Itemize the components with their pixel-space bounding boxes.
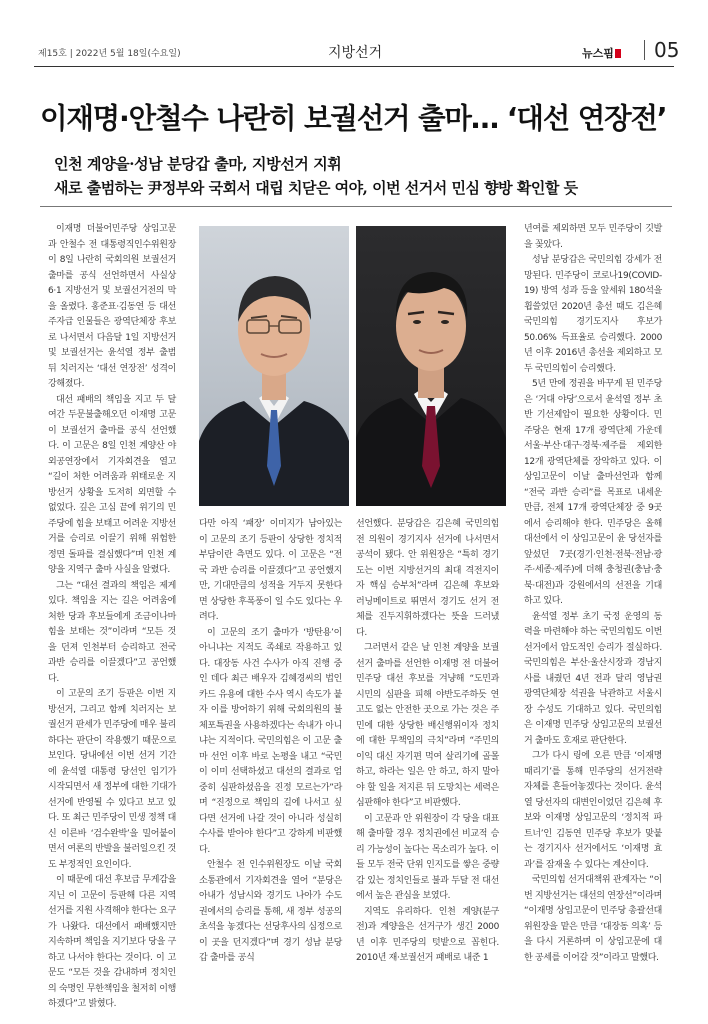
header-divider	[644, 40, 645, 60]
paragraph: 이 고문의 조기 출마가 ‘방탄용’이 아니냐는 지적도 족쇄로 작용하고 있다. 대장동 사건 수사가 아직 진행 중인 데다 최근 배우자 김혜경씨의 법인카드 유용에 대한 수사 역시 속도가 붙자 이를 방어하기 위해 국회의원의 불체포특권을 사용하겠다는 속내가 아니냐는 지적이다. 국민의힘은 이 고문 출마 선언 이후 바로 논평을 내고 “국민이 이미 선택하셨고 대선의 결과로 엄중히 심판하셨음을 진정 모르는가”라며 “진정으로 책임의 길에 나서고 싶다면 선거에 나갈 것이 아니라 성실히 수사를 받아야 한다”고 강하게 비판했다.	[199, 627, 342, 855]
paragraph: 이 고문의 조기 등판은 이번 지방선거, 그리고 함께 치러지는 보궐선거 판세가 민주당에 매우 불리하다는 판단이 작용했기 때문으로 보인다. 당내에선 이번 선거 기간에 윤석열 대통령 당선인 임기가 시작되면서 새 정부에 대한 기대가 선거에 반영될 수 있다고 보고 있다. 또 최근 민주당이 민생 정책 대신 이른바 ‘검수완박’을 밀어붙이면서 여론의 반발을 불러일으킨 것도 부정적인 요인이다.	[48, 689, 176, 870]
photo-lee-jae-myung	[199, 226, 349, 506]
paragraph: 지역도 유리하다. 인천 계양(분구 전)과 계양을은 선거구가 생긴 2000년 이후 민주당의 텃밭으로 꼽힌다. 2010년 재·보궐선거 패배로 내준 1	[356, 906, 499, 963]
paragraph: 이 때문에 대선 후보급 무게감을 지닌 이 고문이 등판해 다른 지역 선거를 지원 사격해야 한다는 요구가 나왔다. 대선에서 패배했지만 지속하며 책임을 지기보다 당을 구하고 나서야 한다는 것이다. 이 고문도 “모든 것을 감내하며 정치인의 숙명인 무한책임을 철저히 이행하겠다”고 밝혔다.	[48, 875, 176, 1009]
paragraph: 성남 분당갑은 국민의힘 강세가 전망된다. 민주당이 코로나19(COVID-19) 방역 성과 등을 앞세워 180석을 휩쓸었던 2020년 총선 때도 김은혜 국민의힘 경기도지사 후보가 50.06% 득표율로 승리했다. 2000년 이후 2016년 총선을 제외하고 모두 국민의힘이 승리했다.	[524, 255, 662, 374]
paragraph: 년여를 제외하면 모두 민주당이 깃발을 꽂았다.	[524, 224, 662, 250]
paragraph: 대선 패배의 책임을 지고 두 달여간 두문불출해오던 이재명 고문이 보궐선거 출마를 공식 선언했다. 이 고문은 8일 인천 계양산 야외공연장에서 기자회견을 열고 “길이 처한 어려움과 위태로운 지방선거 상황을 도저히 외면할 수 없었다. 깊은 고심 끝에 위기의 민주당에 힘을 보태고 어려운 지방선거를 승리로 이끌기 위해 위험한 정면 돌파를 결심했다”며 인천 계양을 지역구 출마 사실을 알렸다.	[48, 394, 176, 575]
brand-mark-icon	[615, 49, 621, 58]
brand-name: 뉴스핌	[582, 47, 614, 60]
paragraph: 이 고문과 안 위원장이 각 당을 대표해 출마할 경우 정치권에선 비교적 승리 가능성이 높다는 목소리가 높다. 이들 모두 전국 단위 인지도를 쌓은 중량감 있는 정치인들로 불과 두달 전 대선에서 높은 관심을 보였다.	[356, 813, 499, 901]
paragraph: 다만 아직 ‘패장’ 이미지가 남아있는 이 고문의 조기 등판이 상당한 정치적 부담이란 측면도 있다. 이 고문은 “전국 과반 승리를 이끌겠다”고 공언했지만, 기대만큼의 성적을 거두지 못한다면 상당한 후폭풍이 일 수도 있다는 우려다.	[199, 519, 342, 622]
header-rule	[34, 66, 674, 67]
article-column-4	[524, 222, 662, 1002]
section-title: 지방선거	[328, 45, 383, 61]
portrait-ahn-cheol-soo-image	[356, 226, 506, 506]
article-column-2	[199, 517, 342, 1002]
paragraph: 그러면서 같은 날 인천 계양을 보궐선거 출마를 선언한 이재명 전 더불어민주당 대선 후보를 겨냥해 “도민과 시민의 심판을 피해 야반도주하듯 연고도 없는 안전한 곳으로 가는 것은 주민에 대한 상당한 배신행위이자 정치에 대한 무책임의 극치”라며 “주민의 이익 대신 자기편 먹여 살리기에 골몰하고, 하라는 일은 안 하고, 하지 말아야 할 일을 저지른 뒤 도망치는 세력은 심판해야 한다”고 비판했다.	[356, 643, 499, 808]
paragraph: 그는 “대선 결과의 책임은 제게 있다. 책임을 지는 길은 어려움에 처한 당과 후보들에게 조금이나마 힘을 보태는 것”이라며 “모든 것을 던져 인천부터 승리하고 전국 과반 승리를 이끌겠다”고 공언했다.	[48, 580, 176, 684]
portrait-lee-jae-myung-image	[199, 226, 349, 506]
brand-logo	[582, 45, 621, 61]
paragraph: 그가 다시 링에 오른 만큼 ‘이재명 때리기’를 통해 민주당의 선거전략 자체를 흔들어놓겠다는 것이다. 윤석열 당선자의 대변인이었던 김은혜 후보와 이재명 상임고문의 ‘정치적 파트너’인 김동연 민주당 후보가 맞붙는 경기지사 선거에서도 ‘이재명 효과’를 잠재울 수 있다는 계산이다.	[524, 751, 662, 870]
paragraph: 5년 만에 정권을 바꾸게 된 민주당은 ‘거대 야당’으로서 윤석열 정부 초반 기선제압이 필요한 상황이다. 민주당은 현재 17개 광역단체 가운데 서울·부산·대구·경북·제주를 제외한 12개 광역단체를 장악하고 있다. 이 상임고문이 이날 출마선언과 함께 “전국 과반 승리”를 목표로 내세운 만큼, 전체 17개 광역단체장 중 9곳에서 승리해야 한다. 민주당은 올해 대선에서 이 상임고문이 윤 당선자를 앞섰던 7곳(경기·인천·전북·전남·광주·세종·제주)에 더해 충청권(충남·충북·대전)과 강원에서의 선전을 기대하고 있다.	[524, 379, 662, 606]
issue-date: 제15호 | 2022년 5월 18일(수요일)	[38, 49, 181, 59]
page-header	[34, 38, 680, 64]
page-number: 05	[654, 38, 680, 62]
headline: 이재명·안철수 나란히 보궐선거 출마… ‘대선 연장전’	[40, 102, 667, 135]
paragraph: 안철수 전 인수위원장도 이날 국회 소통관에서 기자회견을 열어 “분당은 아내가 성남시와 경기도 나아가 수도권에서의 승리를 통해, 새 정부 성공의 초석을 놓겠다는 선당후사의 심정으로 이 곳을 던지겠다”며 경기 성남 분당갑 출마를 공식	[199, 860, 342, 963]
subheadline-2: 새로 출범하는 尹정부와 국회서 대립 치닫은 여야, 이번 선거서 민심 향방 확인할 듯	[54, 179, 578, 197]
photo-ahn-cheol-soo	[356, 226, 506, 506]
paragraph: 윤석열 정부 초기 국정 운영의 동력을 마련해야 하는 국민의힘도 이번 선거에서 압도적인 승리가 절실하다. 국민의힘은 부산·울산시장과 경남지사를 내줬던 4년 전과 달리 영남권 광역단체장 석권을 낙관하고 서울시장 수성도 기대하고 있다. 국민의힘은 이재명 민주당 상임고문의 보궐선거 출마도 호재로 판단한다.	[524, 611, 662, 746]
paragraph: 국민의힘 선거대책위 관계자는 “이번 지방선거는 대선의 연장선”이라며 “이재명 상임고문이 민주당 총괄선대위원장을 맡은 만큼 ‘대장동 의혹’ 등을 다시 거론하며 이 상임고문에 대한 공세를 이어갈 것”이라고 말했다.	[524, 875, 662, 963]
article-column-1	[48, 222, 176, 1009]
paragraph: 선언했다. 분당갑은 김은혜 국민의힘 전 의원이 경기지사 선거에 나서면서 공석이 됐다. 안 위원장은 “특히 경기도는 이번 지방선거의 최대 격전지이자 핵심 승부처”라며 김은혜 후보와 러닝메이트로 뛰면서 경기도 선거 전체를 진두지휘하겠다는 뜻을 드러냈다.	[356, 519, 499, 638]
article-column-3	[356, 517, 499, 1002]
subheadline-1: 인천 계양을·성남 분당갑 출마, 지방선거 지휘	[54, 155, 342, 173]
subhead-rule	[40, 206, 672, 207]
paragraph: 이재명 더불어민주당 상임고문과 안철수 전 대통령직인수위원장이 8일 나란히 국회의원 보궐선거 출마를 공식 선언하면서 사실상 6·1 지방선거 및 보궐선거전의 막을 올렸다. 홍준표·김동연 등 대선주자급 인물들은 광역단체장 후보로 나서면서 다음달 1일 지방선거 및 보궐선거는 윤석열 정부 출범 뒤 치러지는 ‘대선 연장전’ 성격이 강해졌다.	[48, 224, 176, 389]
